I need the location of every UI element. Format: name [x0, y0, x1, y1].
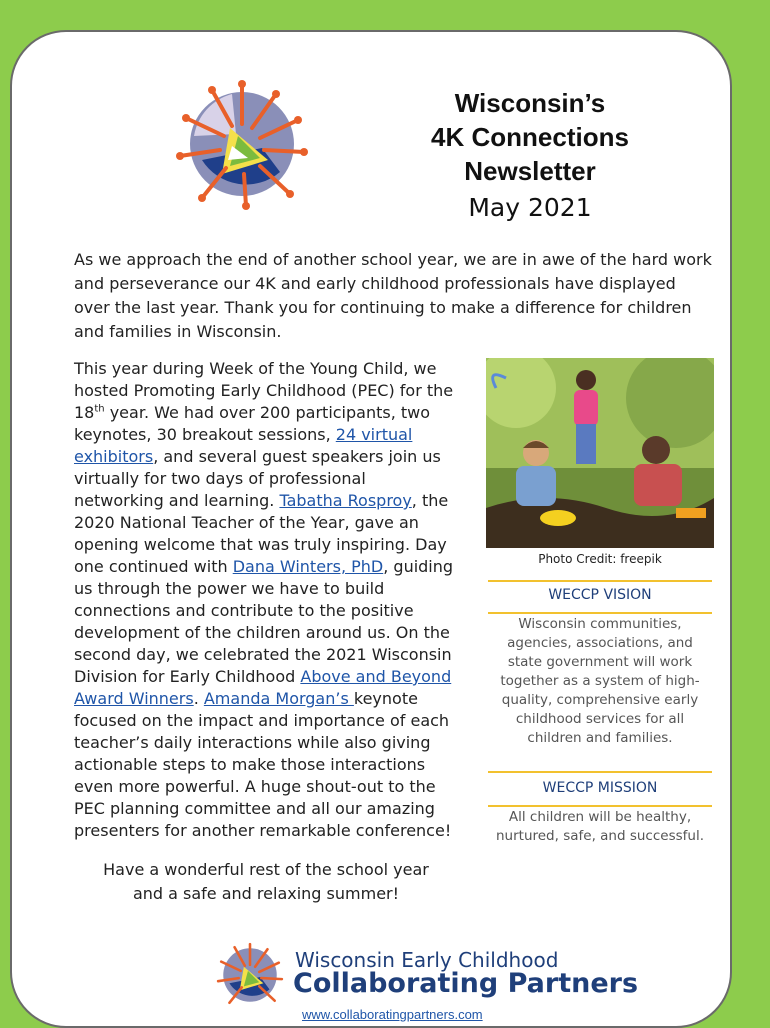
website-link[interactable]: www.collaboratingpartners.com	[302, 1007, 483, 1022]
tabatha-rosproy-link[interactable]: Tabatha Rosproy	[279, 491, 412, 510]
weccp-logo-icon	[172, 76, 312, 212]
article-text: .	[193, 689, 204, 708]
divider	[488, 771, 712, 773]
article-text: , and several guest speakers join us virtually for two days of professional networking and learning.	[74, 447, 441, 510]
pec-article	[74, 358, 458, 842]
org-name-line-1: Wisconsin Early Childhood	[295, 948, 559, 972]
vision-title: WECCP VISION	[548, 587, 652, 603]
article-text: keynote focused on the impact and importance of each teacher’s daily interactions while also giving actionable steps to make those interactions even more powerful. A huge shout-out to the PEC planning committee and all our amazing presenters for another remarkable conference!	[74, 689, 452, 840]
mission-text: All children will be healthy, nurtured, safe, and successful.	[495, 809, 705, 844]
article-text: This year during Week of the Young Child, we hosted Promoting Early Childhood (PEC) for the 18	[74, 359, 454, 422]
newsletter-title	[400, 86, 660, 226]
newsletter-page	[10, 30, 732, 1028]
divider	[488, 580, 712, 582]
ordinal-suffix: th	[94, 403, 105, 415]
children-playing-photo	[486, 358, 714, 548]
award-winners-link[interactable]: Above and Beyond Award Winners	[74, 667, 452, 708]
closing-line-1: Have a wonderful rest of the school year	[103, 860, 429, 879]
org-name-line-2: Collaborating Partners	[293, 968, 639, 999]
title-line-2: 4K Connections	[431, 122, 629, 152]
vision-text: Wisconsin communities, agencies, associations, and state government will work together as a system of high-quality, comprehensive early childhood services for all children and families.	[500, 616, 700, 746]
article-text: , guiding us through the power we have to build connections and contribute to the positive development of the children around us. On the second day, we celebrated the 2021 Wisconsin Division for Early Childhood	[74, 557, 454, 686]
article-text: year. We had over 200 participants, two keynotes, 30 breakout sessions,	[74, 403, 431, 444]
intro-paragraph: As we approach the end of another school year, we are in awe of the hard work and perseverance our 4K and early childhood professionals have displayed over the last year. Thank you for continuing to make a difference for children and families in Wisconsin.	[74, 250, 712, 341]
closing-line-2: and a safe and relaxing summer!	[132, 884, 400, 903]
weccp-footer-logo-icon	[214, 938, 286, 1012]
mission-title: WECCP MISSION	[542, 780, 658, 796]
virtual-exhibitors-link[interactable]: 24 virtual exhibitors	[74, 425, 413, 466]
divider	[488, 805, 712, 807]
dana-winters-link[interactable]: Dana Winters, PhD	[232, 557, 384, 576]
closing-message	[74, 858, 458, 906]
amanda-morgan-link[interactable]: Amanda Morgan’s	[203, 689, 354, 708]
divider	[488, 612, 712, 614]
article-text: , the 2020 National Teacher of the Year, gave an opening welcome that was truly inspiring. Day one continued with	[74, 491, 449, 576]
title-line-3: Newsletter	[464, 156, 596, 186]
photo-credit: Photo Credit: freepik	[538, 552, 662, 566]
title-line-1: Wisconsin’s	[454, 88, 606, 118]
newsletter-date: May 2021	[468, 193, 592, 222]
